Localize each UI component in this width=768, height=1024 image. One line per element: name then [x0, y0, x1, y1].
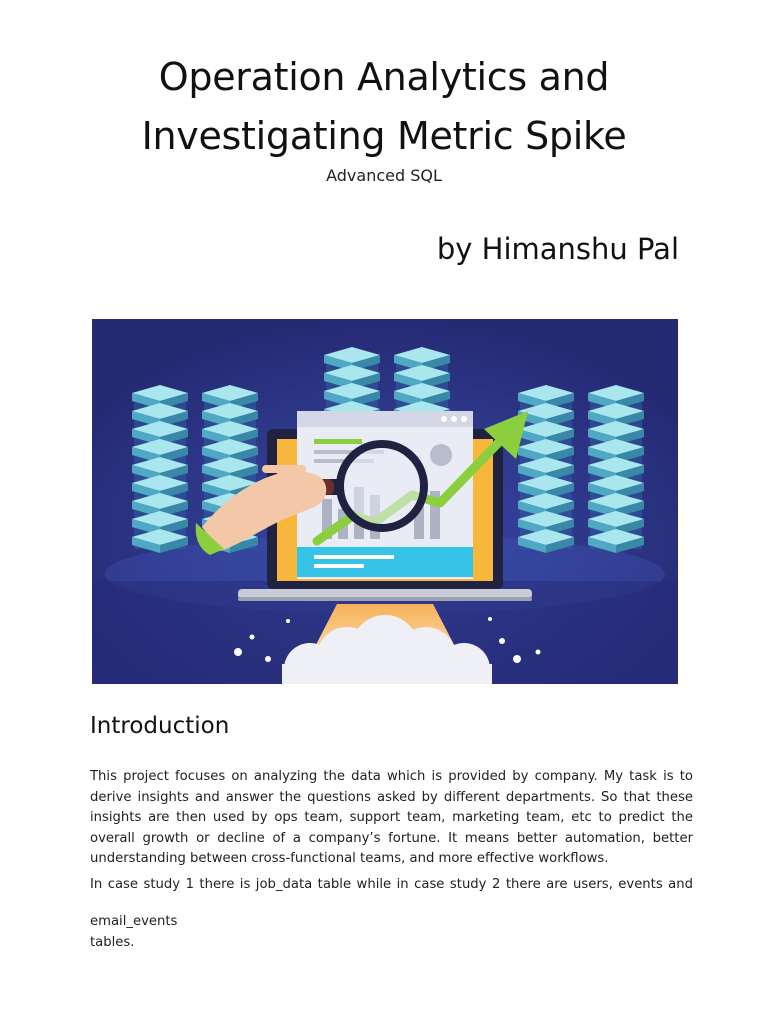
server-stack-left-outer [132, 385, 188, 553]
server-stack-right-inner [518, 385, 574, 553]
hero-illustration [92, 319, 678, 684]
email-events-line: email_events [90, 914, 178, 929]
server-stack-right-outer [588, 385, 644, 553]
analytics-illustration-icon [92, 319, 678, 684]
author-byline: by Himanshu Pal [436, 232, 679, 266]
case-study-paragraph-continued [90, 911, 693, 953]
case-study-paragraph: In case study 1 there is job_data table while in case study 2 there are users, events and [90, 877, 693, 892]
document-title-line-2: Investigating Metric Spike [141, 114, 627, 158]
document-title-line-1: Operation Analytics and [158, 55, 610, 99]
tables-line: tables. [90, 935, 135, 950]
introduction-paragraph: This project focuses on analyzing the data which is provided by company. My task is to derive insights and answer the questions asked by different departments. So that these insights are then used by ops team, support team, marketing team, etc to predict the overall growth or decline of a company’s fortune. It means better automation, better understanding between cross-functional teams, and more effective workflows. [90, 769, 693, 866]
document-subtitle: Advanced SQL [326, 166, 442, 185]
introduction-heading: Introduction [90, 713, 230, 739]
